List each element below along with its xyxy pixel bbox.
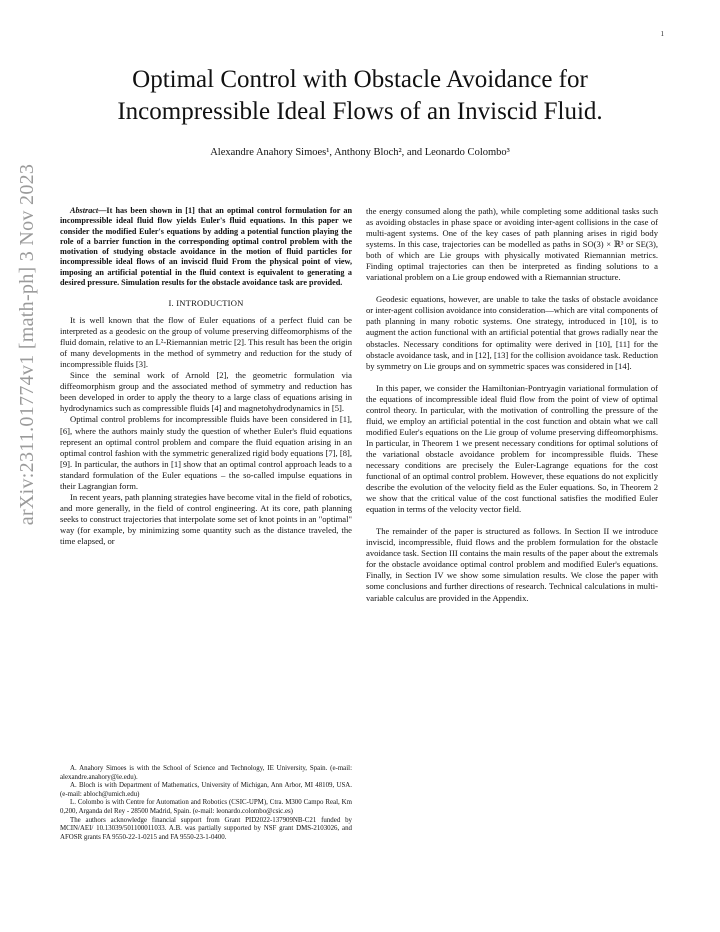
arxiv-identifier: arXiv:2311.01774v1 [math-ph] 3 Nov 2023 — [16, 163, 39, 525]
title-line-2: Incompressible Ideal Flows of an Inviscid Fluid. — [117, 98, 603, 125]
section-heading-introduction: I. INTRODUCTION — [168, 298, 244, 308]
right-column — [366, 206, 658, 604]
title-line-1: Optimal Control with Obstacle Avoidance for — [132, 66, 588, 93]
body-paragraph: In recent years, path planning strategies have become vital in the field of robotics, and more generally, in the field of control engineering. At its core, path planning seeks to construct trajectories that interpolate some set of knot points in an "optimal" way (for example, by minimizing some quantity such as the distance traveled, the time elapsed, or — [60, 491, 352, 546]
arxiv-identifier-stamp — [8, 24, 48, 664]
footnote: The authors acknowledge financial support from Grant PID2022-137909NB-C21 funded by MCIN/AEI/ 10.13039/501100011033. A.B. was partially supported by NSF grant DMS-2103026, and AFOSR grants FA 9550-22-1-0215 and FA 9550-23-1-0400. — [60, 816, 352, 841]
footnote: A. Anahory Simoes is with the School of Science and Technology, IE University, Spain. (e-mail: alexandre.anahory@ie.edu). — [60, 765, 352, 781]
abstract — [60, 206, 352, 288]
body-paragraph: In this paper, we consider the Hamiltonian-Pontryagin variational formulation of the equations of incompressible ideal fluid flow from the point of view of optimal control theory. In particular, with the motivation of controlling the pressure of the fluid, we employ an artificial potential in the cost function and obtain what we call modified Euler's equations on the Lie group of volume preserving diffeomorphisms. In particular, in Theorem 1 we present necessary conditions for optimal solutions of the variational obstacle avoidance problem for incompressible fluids. These necessary conditions are precisely the Euler-Lagrange equations for the cost functional of an optimal control problem. However, these equations do not explicitly describe the evolution of the velocity field as the Euler equations. So, in Theorem 2 we show that the critical value of the cost functional satisfies the modified Euler equation in terms of the velocity vector field. — [366, 382, 658, 515]
body-paragraph: Geodesic equations, however, are unable to take the tasks of obstacle avoidance or inter-agent collision avoidance into consideration—which are vital components of path planning in many robotic systems. One strategy, introduced in [10], is to augment the action functional with an artificial potential that grows radially near the obstacles. Necessary conditions for optimality were derived in [10], [11] for the obstacle avoidance task, and in [12], [13] for the collision avoidance task. Reduction by symmetry on Lie groups and on symmetric spaces was considered in [14]. — [366, 294, 658, 371]
body-paragraph: It is well known that the flow of Euler equations of a perfect fluid can be interpreted as a geodesic on the group of volume preserving diffeomorphisms of the fluid domain, relative to an L²-Riemannian metric [2]. This result has been the origin of many developments in the method of symmetry and reduction for the study of incompressible fluids [3]. — [60, 315, 352, 370]
footnotes — [60, 765, 352, 842]
footnote: L. Colombo is with Centre for Automation and Robotics (CSIC-UPM), Ctra. M300 Campo Real, Km 0,200, Arganda del Rey - 28500 Madrid, Spain. (e-mail: leonardo.colombo@csic.es) — [60, 799, 352, 815]
body-paragraph: The remainder of the paper is structured as follows. In Section II we introduce inviscid, incompressible, fluid flows and the problem formulation for the obstacle avoidance task. Section III contains the main results of the paper about the extremals for the obstacle avoidance optimal control problem and modified Euler's equations. Finally, in Section IV we show some simulation results. We close the paper with some conclusions and further directions of research. Technical calculations in multi-variable calculus are provided in the Appendix. — [366, 526, 658, 603]
body-paragraph: Since the seminal work of Arnold [2], the geometric formulation via diffeomorphism group and the associated method of symmetry and reduction has been developed in order to apply the theory to a large class of equations arising in hydrodynamics such as compressible fluids [4] and magnetohydrodynamics in [5]. — [60, 370, 352, 414]
body-paragraph: the energy consumed along the path), while completing some additional tasks such as avoiding obstacles in phase space or avoiding inter-agent collisions in the case of multi-agent systems. One of the key cases of path planning arises in rigid body systems. In this case, trajectories can be modelled as paths in SO(3) × ℝ³ or SE(3), both of which are Lie groups with physically motivated Riemannian metrics. Finding optimal trajectories can then be interpreted as finding solutions to a variational problem on a Lie group endowed with a Riemannian structure. — [366, 206, 658, 283]
abstract-text: —It has been shown in [1] that an optimal control formulation for an incompressible ideal fluid flow yields Euler's fluid equations. In this paper we consider the modified Euler's equations by adding a potential function playing the role of a barrier function in the corresponding optimal control problem with the motivation of studying obstacle avoidance in the motion of fluid particles for incompressible ideal flows of an inviscid fluid From the physical point of view, imposing an artificial potential in the fluid context is equivalent to generating a desired pressure. Simulation results for the obstacle avoidance task are provided. — [60, 206, 352, 287]
abstract-lead: Abstract — [70, 206, 99, 215]
paper-title — [60, 64, 660, 128]
left-column — [60, 206, 352, 547]
body-paragraph: Optimal control problems for incompressible fluids have been considered in [1], [6], where the authors mainly study the question of whether Euler's fluid equations represent an optimal control problem and compare the fluid equation arising in an optimal control fashion with the symmetric generalized rigid body equations [7], [8], [9]. In particular, the authors in [1] show that an optimal control approach leads to a standard formulation of the Euler equations – the so-called impulse equations in their Lagrangian form. — [60, 414, 352, 491]
author-list: Alexandre Anahory Simoes¹, Anthony Bloch², and Leonardo Colombo³ — [210, 147, 510, 158]
footnote: A. Bloch is with Department of Mathematics, University of Michigan, Ann Arbor, MI 48109, USA. (e-mail: abloch@umich.edu) — [60, 782, 352, 798]
page-number: 1 — [660, 30, 664, 38]
